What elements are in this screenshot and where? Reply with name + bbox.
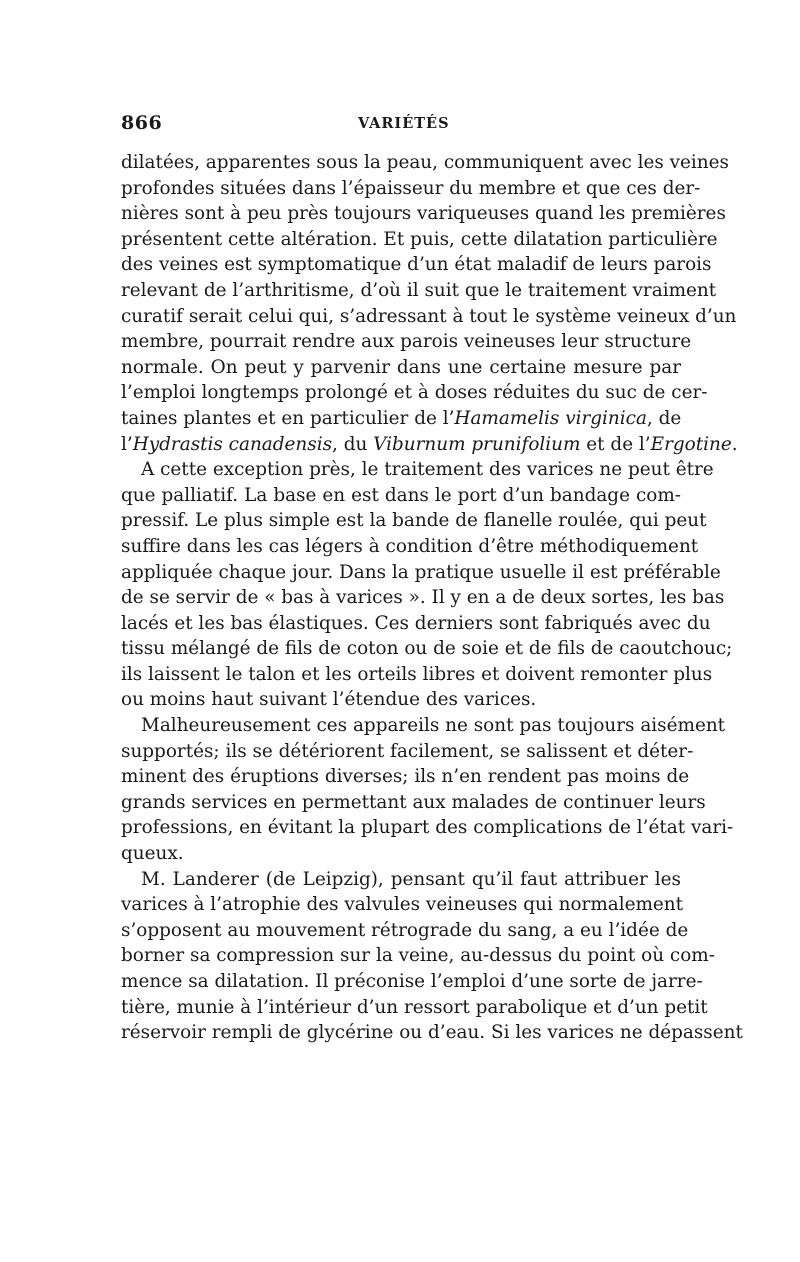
text-line — [121, 892, 684, 918]
line-text: nières sont à peu près toujours variqueuses quand les premières — [121, 203, 726, 225]
text-line — [121, 201, 726, 227]
text-line — [121, 380, 708, 406]
line-text: normale. On peut y parvenir dans une certaine mesure par — [121, 356, 681, 378]
text-line — [121, 739, 694, 765]
line-text: varices à l’atrophie des valvules veineuses qui normalement — [121, 894, 684, 916]
line-text: curatif serait celui qui, s’adressant à tout le système veineux d’un — [121, 305, 737, 327]
line-text: suffire dans les cas légers à condition d’être méthodiquement — [121, 535, 699, 557]
text-line — [121, 1020, 743, 1046]
text-line — [121, 304, 737, 330]
line-text: réservoir rempli de glycérine ou d’eau. Si les varices ne dépassent — [121, 1022, 743, 1044]
text-line — [121, 534, 699, 560]
line-text: des veines est symptomatique d’un état maladif de leurs parois — [121, 254, 712, 276]
text-line — [121, 483, 681, 509]
line-text: M. Landerer (de Leipzig), pensant qu’il faut attribuer les — [141, 868, 681, 890]
text-line — [121, 713, 726, 739]
text-line — [121, 611, 711, 637]
line-text: ils laissent le talon et les orteils libres et doivent remonter plus — [121, 663, 713, 685]
body-text — [121, 150, 743, 1046]
line-text: ou moins haut suivant l’étendue des varices. — [121, 689, 537, 711]
page-header — [121, 112, 681, 142]
text-line — [121, 943, 715, 969]
text-line — [121, 432, 738, 458]
text-line — [121, 508, 707, 534]
line-text: grands services en permettant aux malades de continuer leurs — [121, 791, 706, 813]
text-line — [121, 252, 712, 278]
line-segment: . — [731, 433, 738, 455]
line-text: s’opposent au mouvement rétrograde du sang, a eu l’idée de — [121, 919, 689, 941]
line-segment: l’ — [121, 433, 133, 455]
text-line — [121, 585, 725, 611]
line-text: profondes situées dans l’épaisseur du membre et que ces der- — [121, 177, 701, 199]
line-text: lacés et les bas élastiques. Ces derniers sont fabriqués avec du — [121, 612, 711, 634]
running-title: VARIÉTÉS — [358, 115, 450, 132]
text-line — [121, 278, 717, 304]
text-line — [121, 841, 681, 867]
text-line — [121, 815, 734, 841]
text-line — [121, 867, 681, 893]
text-line — [121, 918, 689, 944]
text-line — [121, 790, 706, 816]
text-line — [121, 969, 703, 995]
line-text: membre, pourrait rendre aux parois veineuses leur structure — [121, 331, 692, 353]
line-text: borner sa compression sur la veine, au-dessus du point où com- — [121, 945, 715, 967]
line-text: minent des éruptions diverses; ils n’en rendent pas moins de — [121, 766, 690, 788]
line-text: que palliatif. La base en est dans le port d’un bandage com- — [121, 484, 681, 506]
text-line — [121, 406, 681, 432]
line-text: tière, munie à l’intérieur d’un ressort parabolique et d’un petit — [121, 996, 708, 1018]
text-line — [121, 150, 729, 176]
text-line — [121, 329, 692, 355]
page-number: 866 — [121, 112, 163, 134]
text-line — [121, 662, 713, 688]
line-segment: et de l’ — [580, 433, 651, 455]
line-text: dilatées, apparentes sous la peau, communiquent avec les veines — [121, 152, 729, 173]
line-text: appliquée chaque jour. Dans la pratique usuelle il est préférable — [121, 561, 721, 583]
italic-segment: Viburnum prunifolium — [373, 433, 581, 455]
text-line — [121, 176, 701, 202]
line-text: tissu mélangé de fils de coton ou de soie et de fils de caoutchouc; — [121, 638, 733, 660]
line-text: supportés; ils se détériorent facilement, se salissent et déter- — [121, 740, 694, 762]
line-text: Malheureusement ces appareils ne sont pas toujours aisément — [141, 715, 726, 737]
line-segment: , du — [332, 433, 374, 455]
text-line — [121, 636, 733, 662]
italic-segment: Hamamelis virginica — [454, 407, 647, 429]
text-line — [121, 560, 721, 586]
text-line — [121, 764, 690, 790]
line-text: de se servir de « bas à varices ». Il y en a de deux sortes, les bas — [121, 587, 725, 609]
line-text: A cette exception près, le traitement des varices ne peut être — [141, 459, 714, 481]
book-page — [121, 112, 743, 1046]
italic-segment: Ergotine — [650, 433, 732, 455]
text-line — [121, 355, 681, 381]
line-text: professions, en évitant la plupart des complications de l’état vari- — [121, 817, 734, 839]
line-text: relevant de l’arthritisme, d’où il suit que le traitement vraiment — [121, 279, 717, 301]
line-text: queux. — [121, 843, 184, 865]
line-segment: taines plantes et en particulier de l’ — [121, 407, 455, 429]
line-text: pressif. Le plus simple est la bande de flanelle roulée, qui peut — [121, 510, 707, 532]
line-segment: , de — [646, 407, 682, 429]
text-line — [121, 227, 718, 253]
line-text: mence sa dilatation. Il préconise l’emploi d’une sorte de jarre- — [121, 971, 703, 992]
line-text: l’emploi longtemps prolongé et à doses réduites du suc de cer- — [121, 382, 708, 404]
italic-segment: Hydrastis canadensis — [132, 433, 333, 455]
text-line — [121, 687, 681, 713]
text-line — [121, 995, 708, 1021]
line-text: présentent cette altération. Et puis, cette dilatation particulière — [121, 228, 718, 250]
text-line — [121, 457, 714, 483]
